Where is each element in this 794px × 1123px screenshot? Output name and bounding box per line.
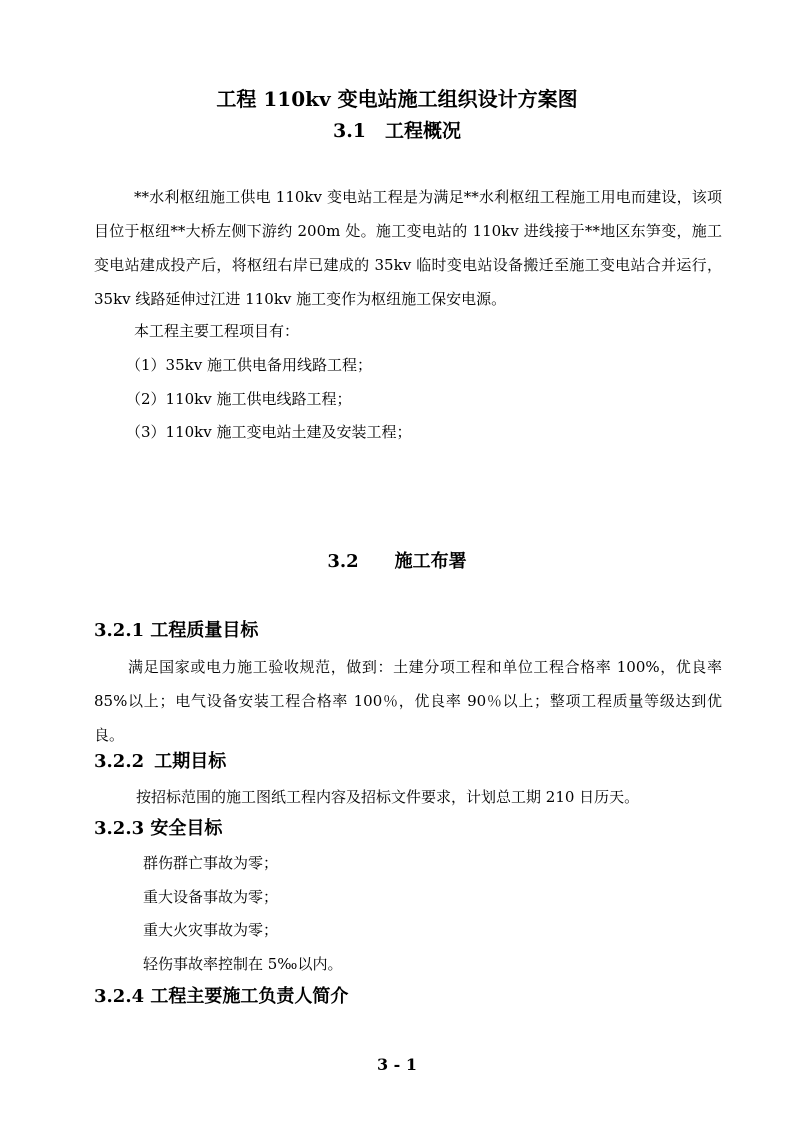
section-heading-3-2: 3.2 施工布署 xyxy=(327,551,467,572)
list-item: （1）35kv 施工供电备用线路工程； xyxy=(126,356,372,374)
subsection-title: 安全目标 xyxy=(150,818,223,839)
safety-item: 轻伤事故率控制在 5‰以内。 xyxy=(143,955,343,973)
items-intro: 本工程主要工程项目有： xyxy=(134,322,300,340)
subsection-heading-3-2-3 xyxy=(94,820,222,838)
quality-paragraph: 满足国家或电力施工验收规范，做到：土建分项工程和单位工程合格率 100%，优良率 85%以上；电气设备安装工程合格率 100％，优良率 90％以上；整项工程质量等级达到优良。 xyxy=(94,658,722,744)
subsection-number: 3.2.2 xyxy=(94,751,145,772)
subsection-number: 3.2.3 xyxy=(94,818,145,839)
subsection-title: 工期目标 xyxy=(154,751,227,772)
subsection-heading-3-2-2 xyxy=(94,753,226,771)
subsection-heading-3-2-1 xyxy=(94,622,258,640)
schedule-paragraph: 按招标范围的施工图纸工程内容及招标文件要求，计划总工期 210 日历天。 xyxy=(136,788,640,806)
subsection-title: 工程主要施工负责人简介 xyxy=(150,986,349,1007)
list-item: （3）110kv 施工变电站土建及安装工程； xyxy=(126,423,412,441)
safety-item: 群伤群亡事故为零； xyxy=(143,854,279,872)
safety-item: 重大设备事故为零； xyxy=(143,888,279,906)
page-number: 3 - 1 xyxy=(376,1055,418,1074)
document-title: 工程 110kv 变电站施工组织设计方案图 xyxy=(216,87,578,111)
section-heading-3-1: 3.1 工程概况 xyxy=(332,120,462,142)
subsection-number: 3.2.1 xyxy=(94,620,145,641)
subsection-heading-3-2-4 xyxy=(94,988,348,1006)
safety-item: 重大火灾事故为零； xyxy=(143,921,279,939)
overview-paragraph: **水利枢纽施工供电 110kv 变电站工程是为满足**水利枢纽工程施工用电而建设，该项目位于枢纽**大桥左侧下游约 200m 处。施工变电站的 110kv 进线接于**地区东笋变，施工变电站建成投产后，将枢纽右岸已建成的 35kv 临时变电站设备搬迁至施工变电站合并运行，35kv 线路延伸过江进 110kv 施工变作为枢纽施工保安电源。 xyxy=(94,188,722,308)
subsection-number: 3.2.4 xyxy=(94,986,145,1007)
subsection-title: 工程质量目标 xyxy=(150,620,259,641)
list-item: （2）110kv 施工供电线路工程； xyxy=(126,390,352,408)
